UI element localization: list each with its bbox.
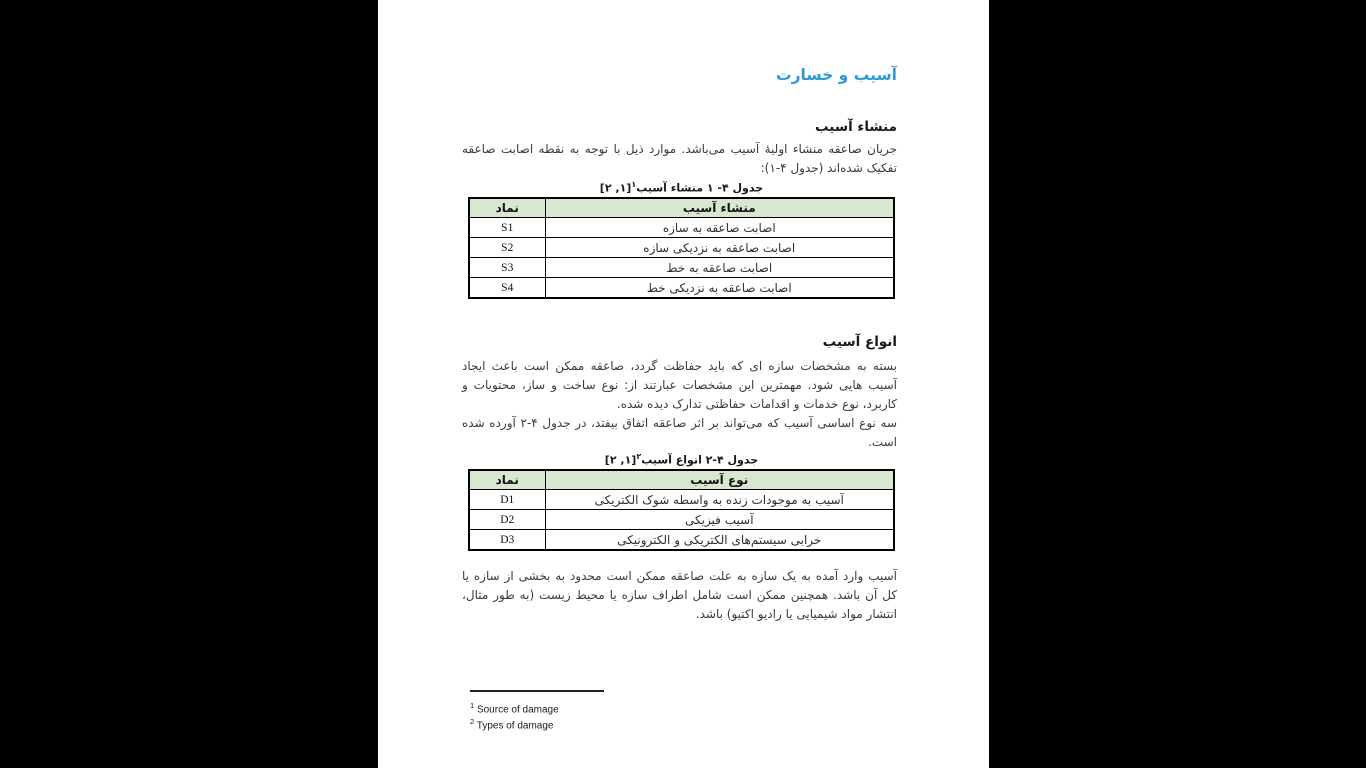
symbol-cell: S2: [469, 238, 545, 258]
table-row: [469, 218, 894, 238]
table-row: [469, 258, 894, 278]
footnotes: [470, 700, 559, 733]
description-cell: آسیب فیزیکی: [545, 510, 894, 530]
table-row: [469, 278, 894, 299]
damage-types-table: [468, 469, 895, 551]
table2-header-symbol: نماد: [469, 470, 545, 490]
table2-header-description: نوع آسیب: [545, 470, 894, 490]
table2-caption: [468, 452, 895, 467]
table1-header-row: [469, 198, 894, 218]
footnote-2-text: Types of damage: [476, 720, 554, 732]
paragraph-damage-types: [462, 357, 897, 452]
damage-types-paragraph-1: بسته به مشخصات سازه ای که باید حفاظت گردد، صاعقه ممکن است باعث ایجاد آسیب هایی شود. مهمترین این مشخصات عبارتند از: نوع ساخت و ساز، محتویات و کاربرد، نوع خدمات و اقدامات حفاظتی تدارک دیده شده.: [462, 359, 897, 411]
symbol-cell: D2: [469, 510, 545, 530]
document-page: [378, 0, 989, 768]
description-cell: اصابت صاعقه به نزدیکی خط: [545, 278, 894, 299]
footnote-1-text: Source of damage: [476, 704, 559, 716]
description-cell: اصابت صاعقه به سازه: [545, 218, 894, 238]
table1-header-description: منشاء آسیب: [545, 198, 894, 218]
table-row: [469, 510, 894, 530]
paragraph-damage-source: جریان صاعقه منشاء اولیۀ آسیب می‌باشد. موارد ذیل با توجه به نقطه اصابت صاعقه تفکیک شده‌اند (جدول ۴-۱):: [462, 142, 897, 175]
footnote-1-marker: 1: [470, 701, 475, 710]
symbol-cell: D1: [469, 490, 545, 510]
page-title: آسیب و خسارت: [776, 66, 897, 84]
table1-caption-superscript: ۱: [631, 180, 637, 189]
description-cell: اصابت صاعقه به نزدیکی سازه: [545, 238, 894, 258]
description-cell: آسیب به موجودات زنده به واسطه شوک الکتریکی: [545, 490, 894, 510]
description-cell: خرابی سیستم‌های الکتریکی و الکترونیکی: [545, 530, 894, 551]
table-row: [469, 530, 894, 551]
section-heading-damage-types: انواع آسیب: [822, 334, 897, 350]
footnote-2-marker: 2: [470, 717, 475, 727]
table1-caption-reference: [۱, ۲]: [599, 181, 632, 195]
footnote-source-of-damage: [470, 700, 559, 716]
table2-caption-text: جدول ۴-۲ انواع آسیب: [641, 453, 759, 467]
footnote-types-of-damage: [470, 716, 559, 732]
closing-paragraph: آسیب وارد آمده به یک سازه به علت صاعقه ممکن است محدود به بخشی از سازه یا کل آن باشد. همچنین ممکن است شامل اطراف سازه یا محیط زیست (به طور مثال، انتشار مواد شیمیایی یا رادیو اکتیو) باشد.: [462, 569, 897, 621]
table-row: [469, 238, 894, 258]
table1-header-symbol: نماد: [469, 198, 545, 218]
table-row: [469, 490, 894, 510]
table2-caption-reference: [۱, ۲]: [604, 453, 637, 467]
table1-caption-text: جدول ۴- ۱ منشاء آسیب: [636, 181, 764, 195]
description-cell: اصابت صاعقه به خط: [545, 258, 894, 278]
symbol-cell: S3: [469, 258, 545, 278]
table2-header-row: [469, 470, 894, 490]
symbol-cell: S1: [469, 218, 545, 238]
table2-caption-superscript: ۲: [636, 452, 642, 461]
damage-types-paragraph-2: سه نوع اساسی آسیب که می‌تواند بر اثر صاعقه اتفاق بیفتد، در جدول ۴-۲ آورده شده است.: [462, 416, 897, 449]
symbol-cell: S4: [469, 278, 545, 299]
section-heading-damage-source: منشاء آسیب: [815, 119, 897, 135]
table1-caption: [468, 180, 895, 195]
symbol-cell: D3: [469, 530, 545, 551]
damage-source-table: [468, 197, 895, 299]
footnote-separator: [470, 690, 604, 692]
